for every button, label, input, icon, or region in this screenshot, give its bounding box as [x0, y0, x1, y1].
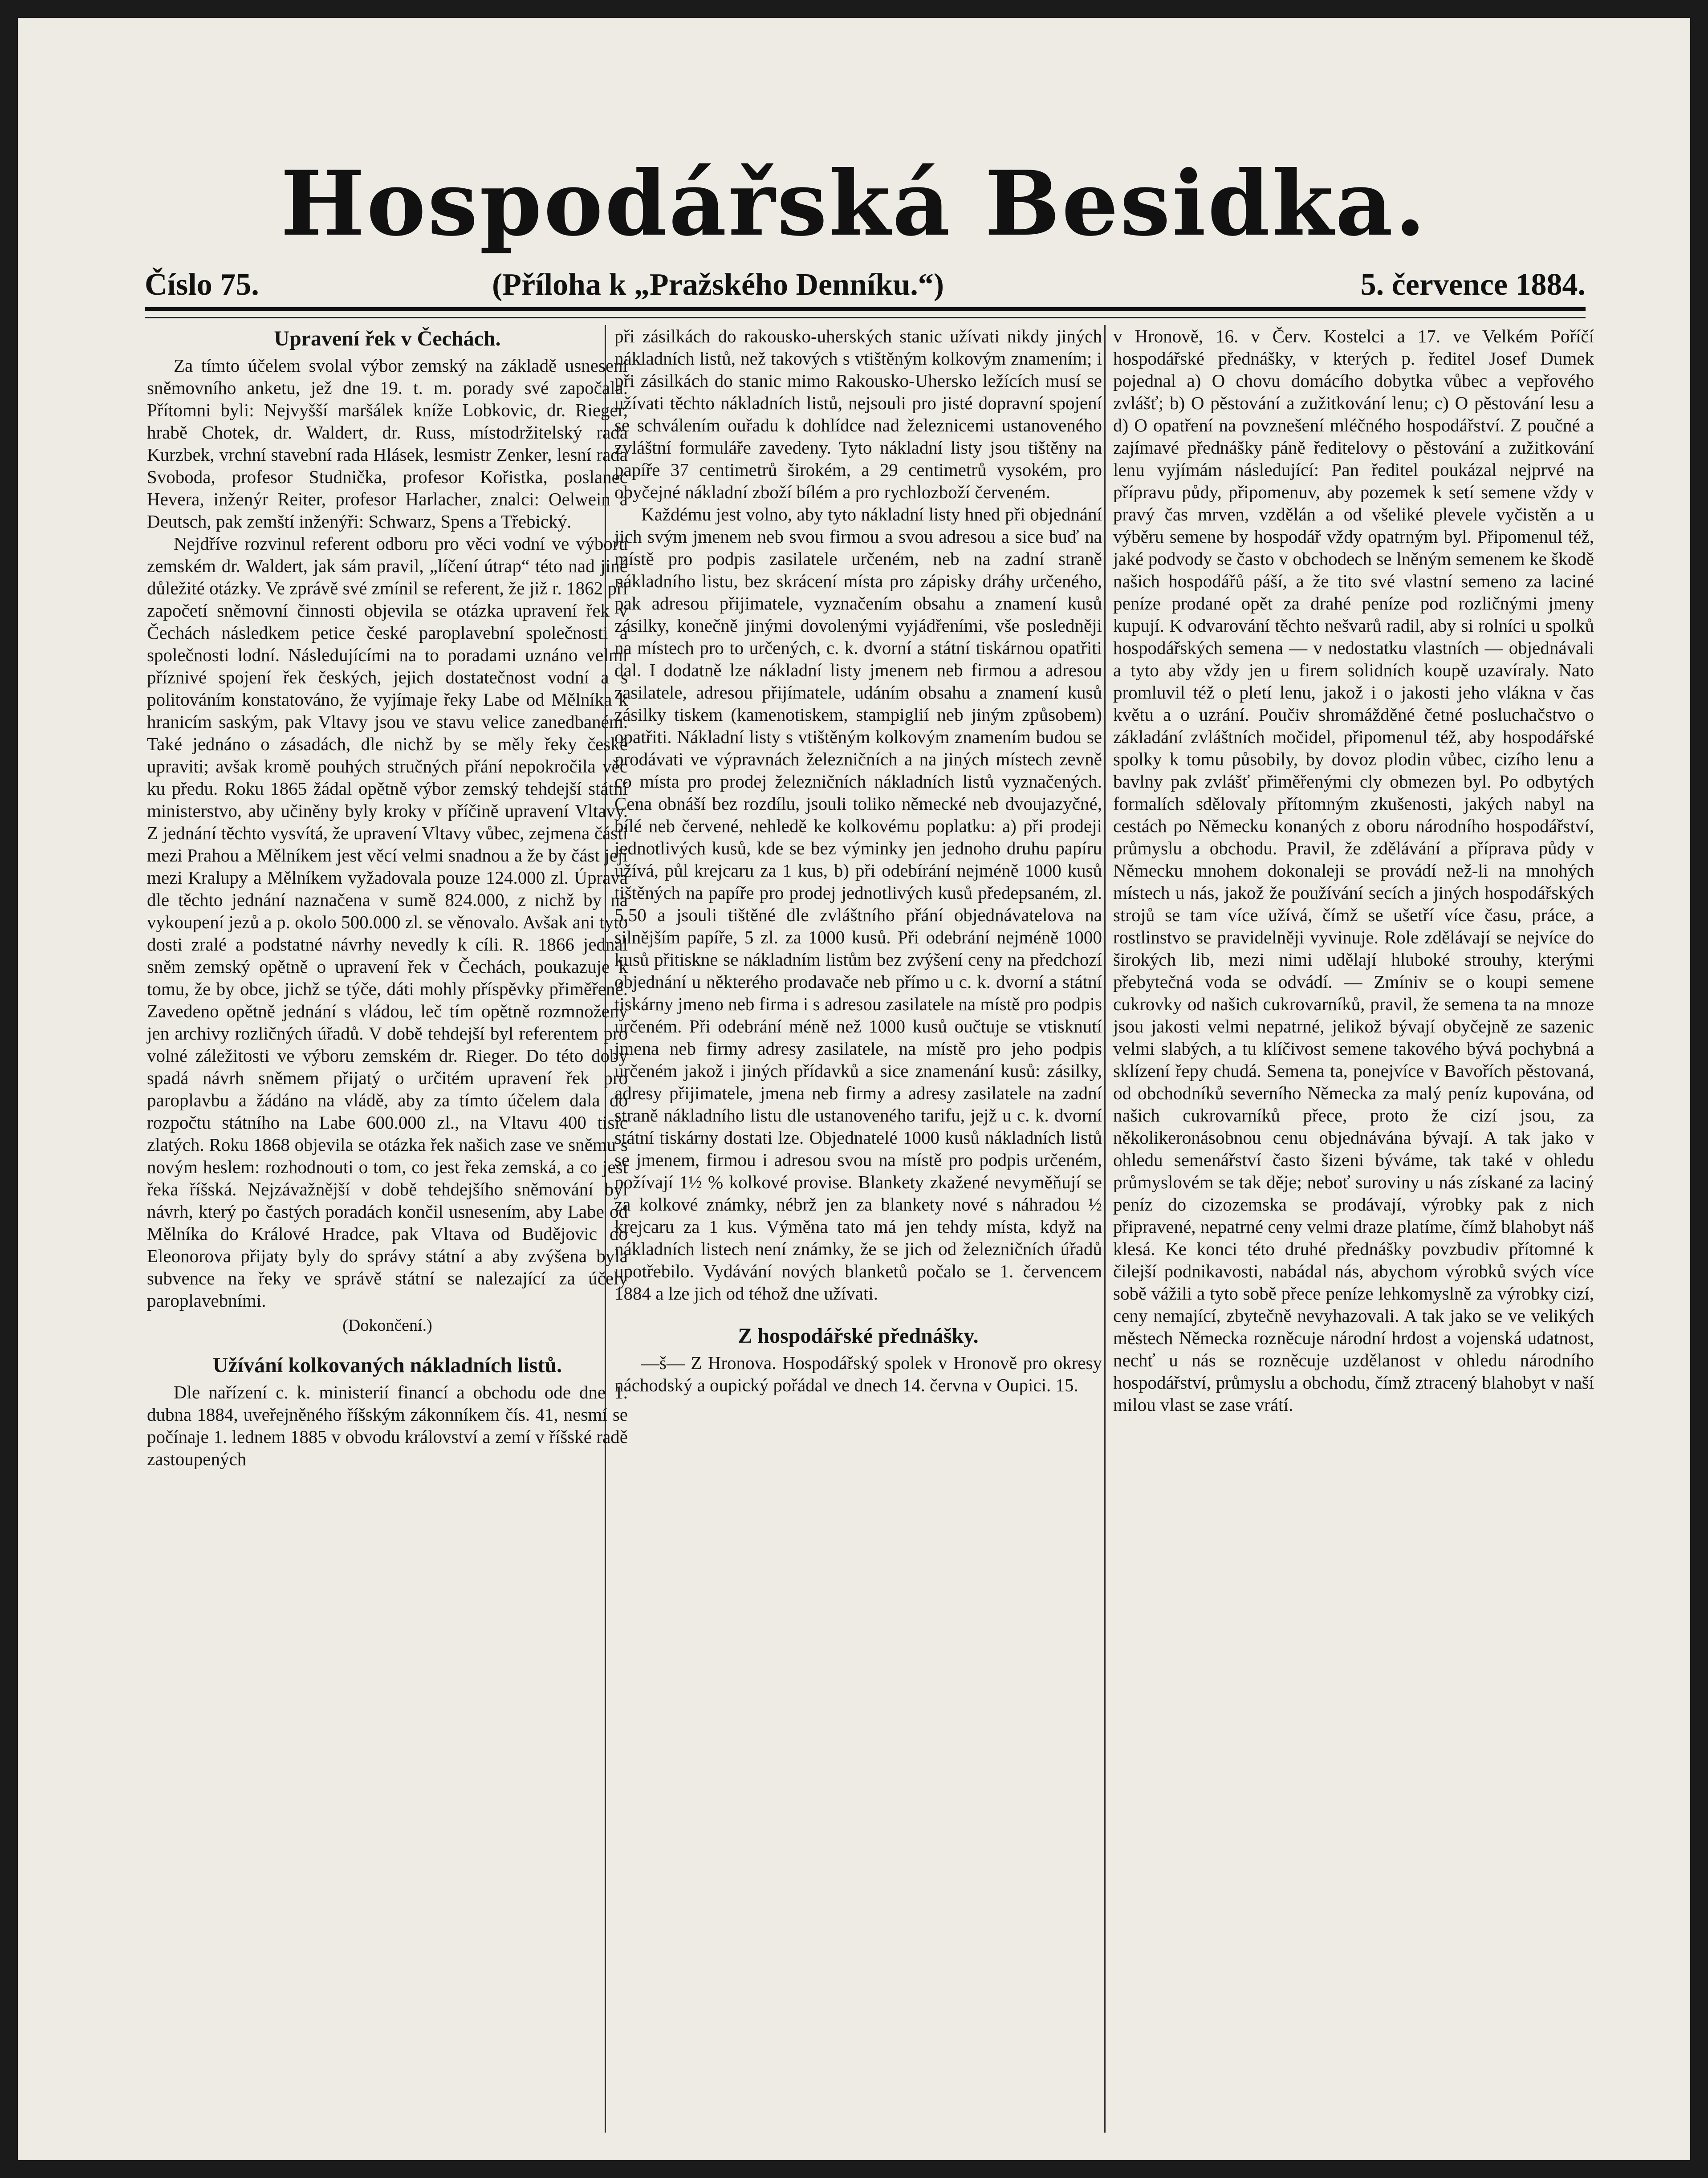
article-paragraph: —š— Z Hronova. Hospodářský spolek v Hronově pro okresy náchodský a oupický pořádal ve dnech 14. června v Oupici. 15. [614, 1353, 1102, 1395]
article-title-waybills: Užívání kolkovaných nákladních listů. [212, 1353, 562, 1377]
article-title-river-regulation: Upravení řek v Čechách. [274, 327, 501, 350]
article-paragraph: při zásilkách do rakousko-uherských stanic užívati nikdy jiných nákladních listů, než takových s vtištěným kolkovým znamením; i při zásilkách do stanic mimo Rakousko-Uhersko ležících musí se užívati těchto nákladních listů, nejsouli pro jisté dopravní spojení se schválením ouřadu k dohlídce nad železnicemi ustanoveného zvláštní formuláře zavedeny. Tyto nákladní listy jsou tištěny na papíře 37 centimetrů širokém, a 29 centimetrů vysokém, pro obyčejné nákladní zboží bílém a pro rychlozboží červeném. [614, 326, 1102, 502]
supplement-note: (Příloha k „Pražského Denníku.“) [492, 268, 944, 302]
column-3 [1113, 325, 1594, 1416]
dateline [145, 258, 1586, 311]
issue-date: 5. července 1884. [1360, 268, 1586, 302]
newspaper-page [18, 18, 1690, 2160]
article-paragraph: Každému jest volno, aby tyto nákladní listy hned při objednání jich svým jmenem neb svou firmou a svou adresou a sice buď na místě pro podpis zasilatele určeném, neb na zadní straně nákladního listu, bez skrácení místa pro zápisky dráhy určeného, pak adresou přijimatele, vyznačením obsahu a znamení kusů zásilky, konečně jinými dovolenými vyjádřeními, vše posledněji na místech pro to určených, c. k. dvorní a státní tiskárnou opatřiti dal. I dodatně lze nákladní listy jmenem neb firmou a adresou zasilatele, adresou přijímatele, udáním obsahu a znamení kusů zásilky tiskem (kamenotiskem, stampiglií neb jiným způsobem) opatřiti. Nákladní listy s vtištěným kolkovým znamením budou se prodávati ve výpravnách železničních a na jiných místech zevně co místa pro prodej železničních nákladních listů vyznačených. Cena obnáší bez rozdílu, jsouli toliko německé neb dvoujazyčné, bílé neb červené, nehledě ke kolkovému poplatku: a) při prodeji jednotlivých kusů, kde se bez výminky jen jednoho druhu papíru užívá, půl krejcaru za 1 kus, b) při odebírání nejméně 1000 kusů tištěných na papíře pro prodej jednotlivých kusů předepsaném, zl. 5.50 a jsouli tištěné dle zvláštního přání objednávatelova na silnějším papíře, 5 zl. za 1000 kusů. Při odebrání nejméně 1000 kusů přitiskne se nákladním listům bez zvýšení ceny na předchozí objednání u některého prodavače neb přímo u c. k. dvorní a státní tiskárny jmeno neb firma i s adresou zasilatele na místě pro podpis určeném. Při odebrání méně než 1000 kusů oučtuje se vtisknutí jmena neb firmy adresy zasilatele, na místě pro jeho podpis určeném jakož i jiných přídavků a sice znamenání kusů: zásilky, adresy přijimatele, jmena neb firmy a adresy zasilatele na zadní straně nákladního listu dle ustanoveného tarifu, jejž u c. k. dvorní státní tiskárny dostati lze. Objednatelé 1000 kusů nákladních listů se jmenem, firmou i adresou svou na místě pro podpis určeném, požívají 1½ % kolkové provise. Blankety zkažené nevyměňují se za kolkové známky, nébrž jen za blankety nové s náhradou ½ krejcaru za 1 kus. Výměna tato má jen tehdy místa, když na nákladních listech není známky, že se jich od železničních úřadů upotřebilo. Vydávání nových blanketů počalo se 1. červencem 1884 a lze jich od téhož dne užívati. [614, 504, 1102, 1304]
masthead-title: Hospodářská Besidka. [281, 151, 1427, 256]
article-paragraph: Dle nařízení c. k. ministerií financí a obchodu ode dne 1. dubna 1884, uveřejněného říšským zákonníkem čís. 41, nesmí se počínaje 1. lednem 1885 v obvodu království a zemí v říšské radě zastoupených [147, 1382, 628, 1469]
issue-number: Číslo 75. [145, 268, 259, 302]
article-paragraph: v Hronově, 16. v Červ. Kostelci a 17. ve Velkém Poříčí hospodářské přednášky, v kterých p. ředitel Josef Dumek pojednal a) O chovu domácího dobytka vůbec a vepřového zvlášť; b) O pěstování a zužitkování lenu; c) O pěstování lesu a d) O opatření na povznešení mléčného hospodářství. Z poučné a zajímavé přednášky páně ředitelovy o pěstování a zužitkování lenu vyjímám následující: Pan ředitel poukázal nejprvé na přípravu půdy, připomenuv, aby pozemek k setí semene vždy v pravý čas mrven, vzdělán a od všeliké plevele vyčistěn a u výběru semene by hospodář vždy opatrným byl. Připomenul též, jaké podvody se často v obchodech se lněným semenem ke škodě našich hospodářů páší, a že tito své vlastní semeno za laciné peníze prodané opět za drahé peníze pod rozličnými jmeny kupují. K odvarování těchto nešvarů radil, aby si rolníci u spolků hospodářských semena — v nedostatku vlastních — objednávali a tyto aby vždy jen u firem solidních koupě uzavíraly. Nato promluvil též o pletí lenu, jakož i o jakosti jeho vlákna v čas květu a o uzrání. Poučiv shromážděné četné posluchačstvo o základání zvláštních močidel, připomenul též, aby hospodářské spolky k tomu působily, by dovoz plodin vůbec, cizího lenu a bavlny pak zvlášť přiměřenými cly obmezen byl. Po odbytých formalích sdělovaly přítomným zkušenosti, jakých nabyl na cestách po Německu konaných z oboru národního hospodářství, průmyslu a obchodu. Pravil, že zdělávání a příprava půdy v Německu mnohem dokonaleji se provádí než-li na mnohých místech u nás, jakož že používání secích a jiných hospodářských strojů se tam více užívá, čímž se ušetří více času, práce, a rostlinstvo se pravidelněji vyvinuje. Role zdělávají se nejvíce do širokých lib, mezi nimi udělají hluboké strouhy, kterými přebytečná voda se odvádí. — Zmíniv se o koupi semene cukrovky od našich cukrovarníků, pravil, že semena ta na mnoze jsou jakosti velmi nepatrné, jelikož bývají obyčejně ze sazenic velmi slabých, a tu klíčivost semene takového bývá pochybná a sklízení řepy chudá. Semena ta, ponejvíce v Bavořích pěstovaná, od obchodníků severního Německa za malý peníz kupována, od našich cukrovarníků přece, proto že cizí jsou, za několikeronásobnou cenu objednávána bývají. A tak jako v ohledu semenářství často šizeni býváme, tak také v ohledu průmyslovém se tak děje; neboť suroviny u nás získané za laciný peníz do cizozemska se prodávají, výrobky pak z nich připravené, nepatrné ceny velmi draze platíme, čímž blahobyt náš klesá. Ke konci této druhé přednášky povzbudiv přítomné k čilejší podnikavosti, nabádal nás, abychom výrobků svých více sobě vážili a tyto sobě přece peníze lehkomyslně za výrobky cizí, ceny nemající, zbytečně nevyhazovali. A tak jako se ve velikých městech Německa rozněcuje národní hrdost a vojenská udatnost, nechť u nás se rozněcuje uzdělanost v ohledu národního hospodářství, průmyslu a obchodu, čímž ztracený blahobyt v naší milou vlast se zase vrátí. [1113, 326, 1594, 1415]
article-paragraph: Za tímto účelem svolal výbor zemský na základě usnesení sněmovního anketu, jež dne 19. t. m. porady své započala. Přítomni byli: Nejvyšší maršálek kníže Lobkovic, dr. Rieger, hrabě Chotek, dr. Waldert, dr. Russ, místodržitelský rada Kurzbek, vrchní stavební rada Hlásek, lesmistr Zenker, lesní rada Svoboda, profesor Studnička, profesor Kořistka, poslanec Hevera, inženýr Reiter, profesor Harlacher, znalci: Oelwein a Deutsch, pak zemští inženýři: Schwarz, Spens a Třebický. [147, 355, 628, 532]
column-1 [147, 325, 628, 1470]
header-rule [145, 317, 1586, 318]
continuation-note: (Dokončení.) [342, 1316, 432, 1335]
column-2 [614, 325, 1102, 1396]
article-title-lecture: Z hospodářské přednášky. [738, 1324, 979, 1348]
column-divider [1104, 325, 1106, 2133]
article-paragraph: Nejdříve rozvinul referent odboru pro věci vodní ve výboru zemském dr. Waldert, jak sám pravil, „líčení útrap“ této nad jiné důležité otázky. Ve zprávě své zmínil se referent, že již r. 1862 při započetí sněmovní činnosti objevila se otázka upravení řek v Čechách následkem petice české paroplavební společnosti a společnosti lodní. Následujícími na to poradami uznáno velmi příznivé spojení řek českých, jejich dostatečnost vodní a s politováním konstatováno, že vyjímaje řeky Labe od Mělníka k hranicím saským, pak Vltavy jsou ve stavu velice zanedbaném. Také jednáno o zásadách, dle nichž by se měly řeky české upraviti; avšak kromě pouhých stručných přání nepokročila věc ku předu. Roku 1865 žádal opětně výbor zemský tehdejší státní ministerstvo, aby učiněny byly kroky v příčině upravení Vltavy. Z jednání těchto vysvítá, že upravení Vltavy vůbec, zejmena části mezi Prahou a Mělníkem jest věcí velmi snadnou a že by část její mezi Kralupy a Mělníkem vyžadovala pouze 124.000 zl. Úprava dle těchto jednání naznačena v sumě 824.000, z nichž by na vykoupení jezů a p. okolo 500.000 zl. se věnovalo. Avšak ani tyto dosti zralé a podstatné návrhy nevedly k cíli. R. 1866 jednal sněm zemský opětně o upravení řek v Čechách, poukazuje k tomu, že by obce, jichž se týče, dáti mohly příspěvky přiměřené. Zavedeno opětně jednání s vládou, leč tím opětně rozmnoženy jen archivy rozličných úřadů. V době tehdejší byl referentem pro volné záležitosti ve výboru zemském dr. Rieger. Do této doby spadá návrh sněmem přijatý o určitém upravení řek pro paroplavbu a žádáno na vládě, aby za tímto účelem dala do rozpočtu státního na Labe 600.000 zl., na Vltavu 400 tisíc zlatých. Roku 1868 objevila se otázka řek našich zase ve sněmu s novým heslem: rozhodnouti o tom, co jest řeka zemská, a co jest řeka říšská. Nejzávažnější v době tehdejšího sněmování byl návrh, který po častých poradách končil usnesením, aby Labe od Mělníka do Králové Hradce, pak Vltava od Budějovic do Eleonorova přijaty byly do správy státní a aby zvýšena byla subvence na řeky ve správě státní se nalezající za účely paroplavebními. [147, 533, 628, 1311]
